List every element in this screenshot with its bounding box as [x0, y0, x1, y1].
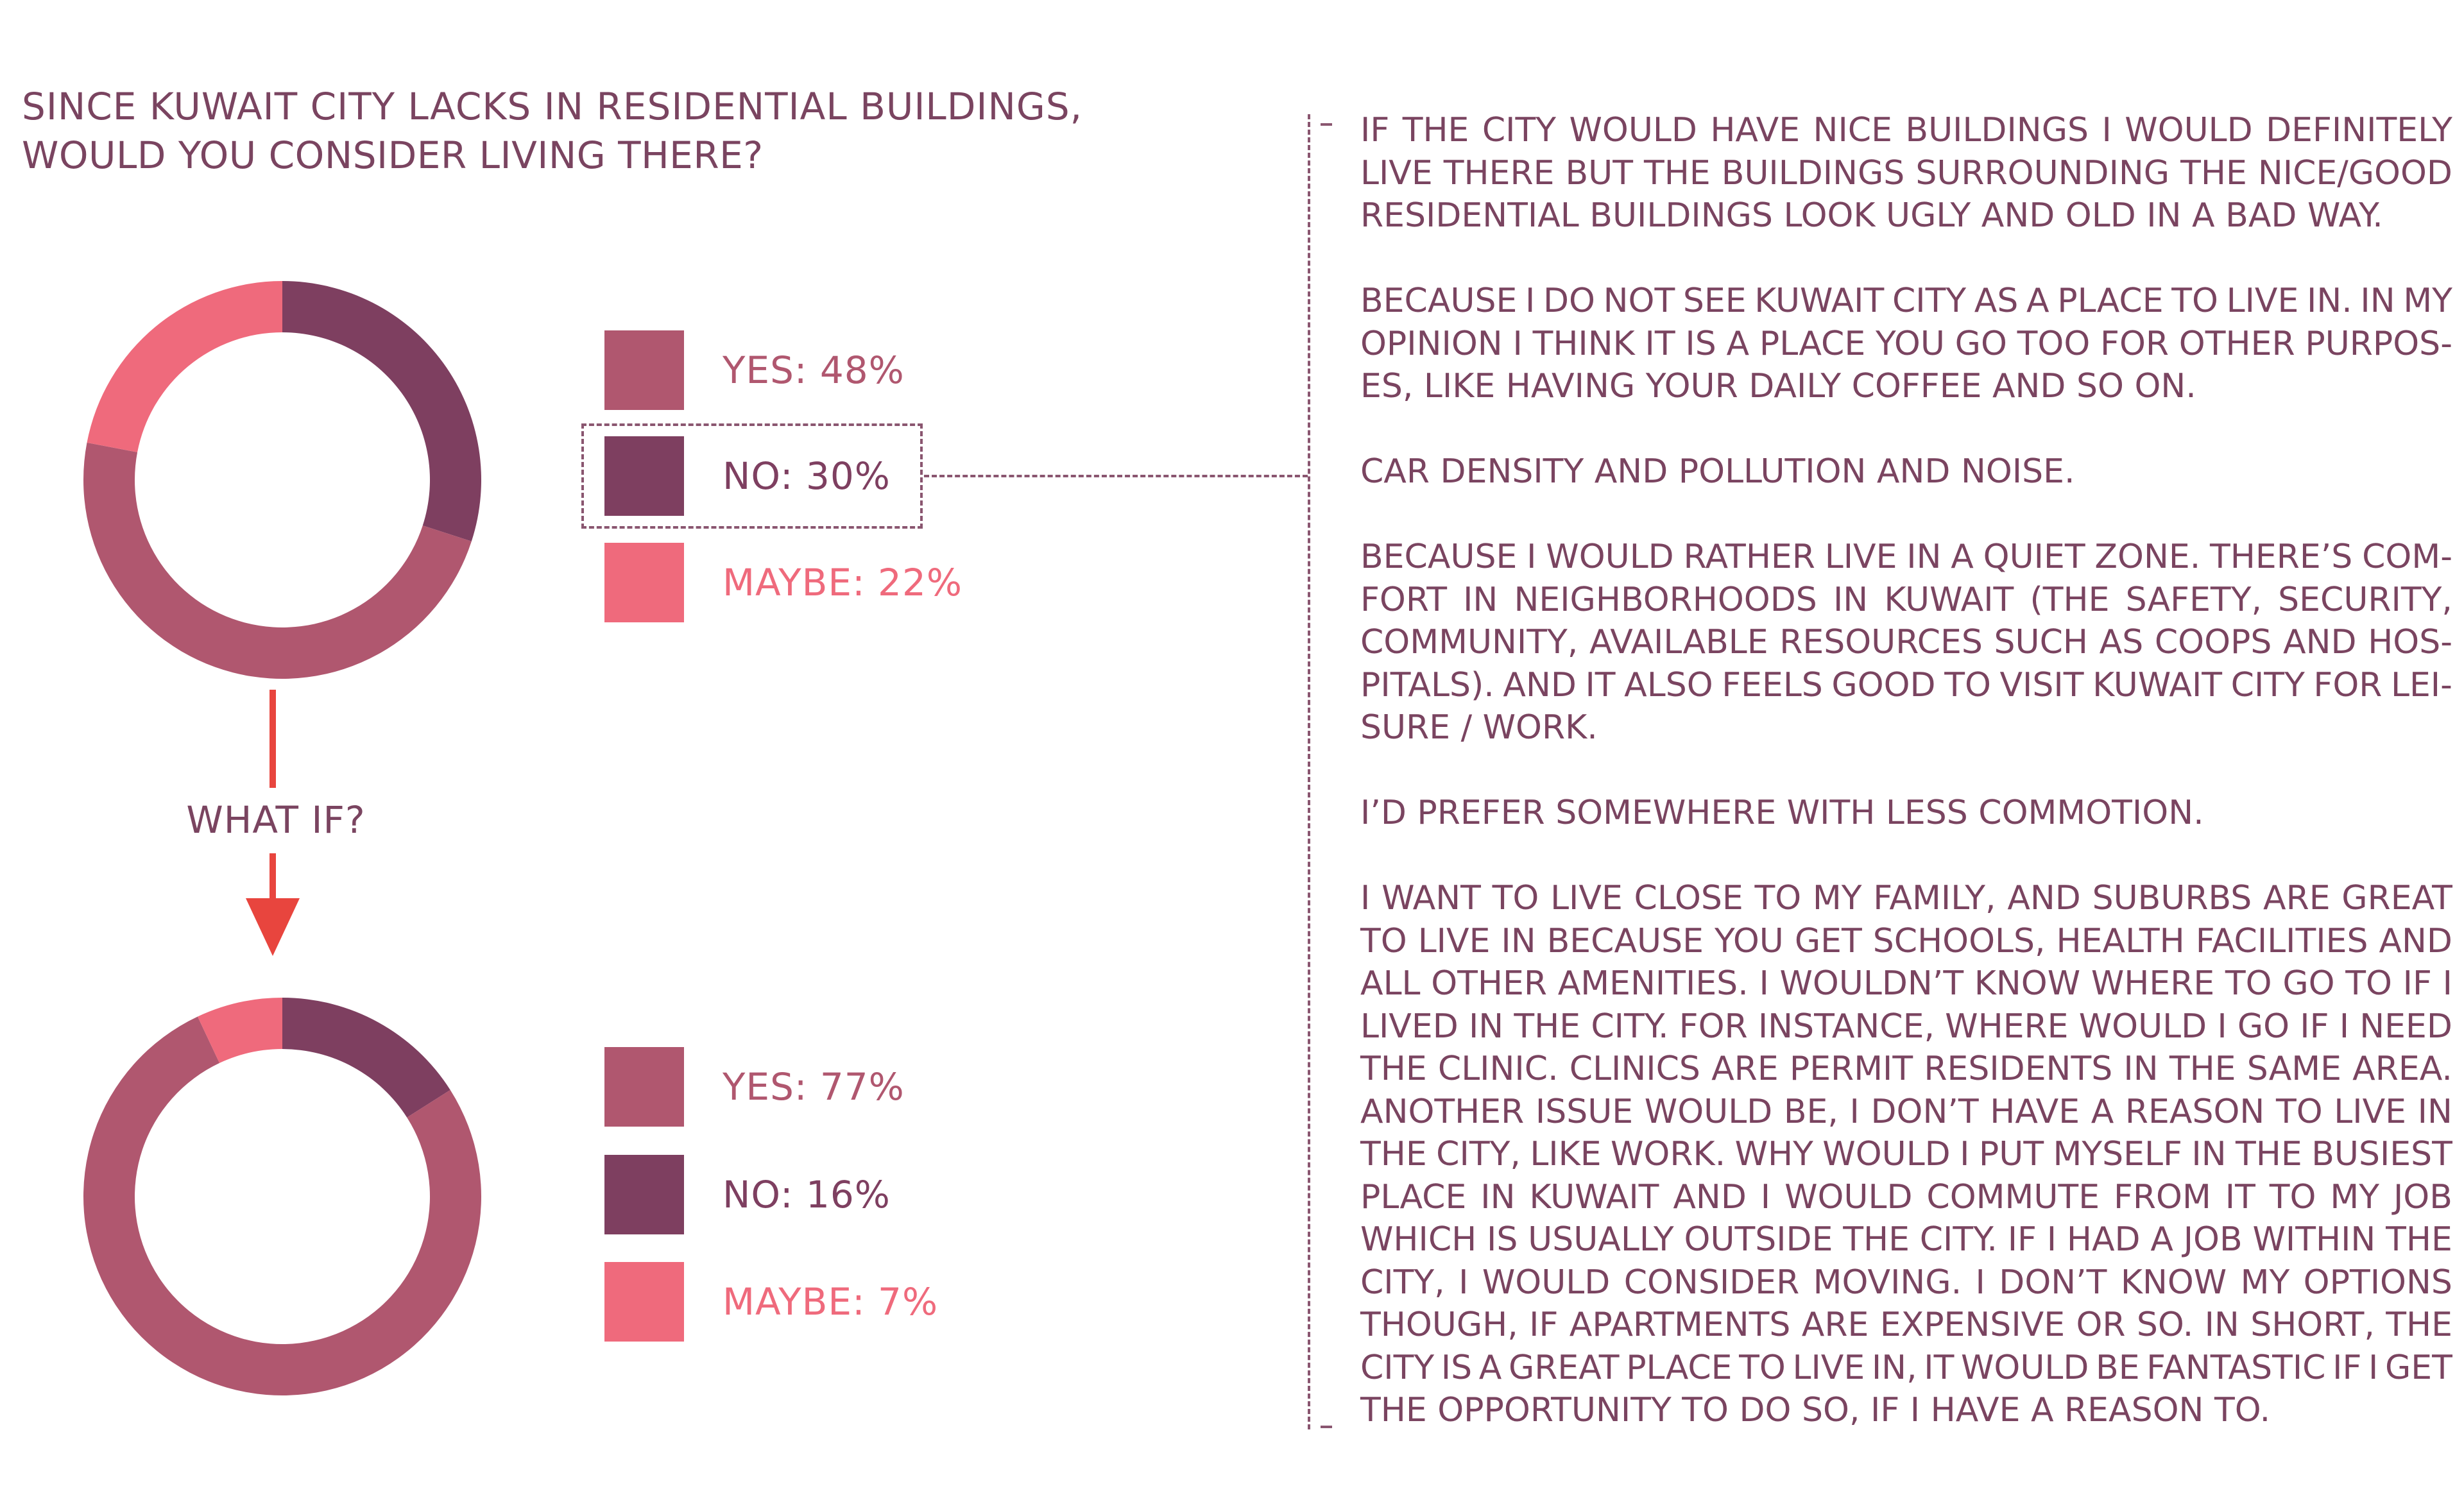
bracket-bottom-tick: [1321, 1426, 1332, 1428]
quote-line: CAR DENSITY AND POLLUTION AND NOISE.: [1360, 452, 2075, 491]
donut-slice-maybe-current: [87, 281, 282, 452]
quote-line: PLACE IN KUWAIT AND I WOULD COMMUTE FROM IT TO MY JOB: [1360, 1177, 2452, 1216]
quote-line: THOUGH, IF APARTMENTS ARE EXPENSIVE OR SO. IN SHORT, THE: [1360, 1306, 2452, 1344]
what-if-label: WHAT IF?: [186, 798, 366, 842]
legend-swatch-yes-current: [604, 330, 684, 410]
quote-line: BECAUSE I DO NOT SEE KUWAIT CITY AS A PLACE TO LIVE IN. IN MY: [1360, 282, 2452, 320]
quote-line: OPINION I THINK IT IS A PLACE YOU GO TOO FOR OTHER PURPOS-: [1360, 324, 2452, 363]
legend-swatch-maybe-current: [604, 543, 684, 622]
donut-chart-current: [77, 275, 488, 685]
quote-line: LIVE THERE BUT THE BUILDINGS SURROUNDING THE NICE/GOOD: [1360, 153, 2452, 192]
title-line-1: SINCE KUWAIT CITY LACKS IN RESIDENTIAL BUILDINGS,: [22, 85, 1083, 128]
donut-slice-no-current: [282, 281, 481, 541]
quote-line: FORT IN NEIGHBORHOODS IN KUWAIT (THE SAFETY, SECURITY,: [1360, 580, 2452, 619]
quote-paragraph: [1360, 280, 2452, 408]
quote-line: CITY IS A GREAT PLACE TO LIVE IN, IT WOULD BE FANTASTIC IF I GET: [1360, 1348, 2452, 1387]
legend-swatch-no-what-if: [604, 1155, 684, 1234]
legend-swatch-yes-what-if: [604, 1047, 684, 1127]
donut-slice-yes-current: [83, 443, 472, 679]
title-line-2: WOULD YOU CONSIDER LIVING THERE?: [22, 133, 764, 177]
quote-paragraph: [1360, 450, 2452, 493]
arrow-shaft-top: [270, 690, 276, 788]
quotes-bracket-line: [1308, 114, 1310, 1429]
quote-paragraph: [1360, 109, 2452, 237]
donut-chart-what-if: [77, 991, 488, 1402]
quote-paragraph: [1360, 536, 2452, 749]
quote-line: WHICH IS USUALLY OUTSIDE THE CITY. IF I HAD A JOB WITHIN THE: [1360, 1220, 2452, 1259]
legend-label-maybe-current: MAYBE: 22%: [723, 561, 963, 604]
bracket-top-tick: [1321, 123, 1332, 126]
quote-line: ALL OTHER AMENITIES. I WOULDN’T KNOW WHERE TO GO TO IF I: [1360, 964, 2452, 1003]
quote-line: I’D PREFER SOMEWHERE WITH LESS COMMOTION.: [1360, 794, 2204, 832]
legend-label-yes-what-if: YES: 77%: [723, 1065, 905, 1109]
respondent-quotes: [1360, 109, 2452, 1474]
arrow-down-icon: [246, 898, 300, 956]
quote-line: TO LIVE IN BECAUSE YOU GET SCHOOLS, HEALTH FACILITIES AND: [1360, 921, 2452, 960]
quote-line: RESIDENTIAL BUILDINGS LOOK UGLY AND OLD IN A BAD WAY.: [1360, 196, 2383, 235]
legend-label-maybe-what-if: MAYBE: 7%: [723, 1280, 939, 1324]
legend-label-yes-current: YES: 48%: [723, 348, 905, 392]
quote-line: LIVED IN THE CITY. FOR INSTANCE, WHERE WOULD I GO IF I NEED: [1360, 1007, 2452, 1046]
quote-line: ES, LIKE HAVING YOUR DAILY COFFEE AND SO ON.: [1360, 367, 2196, 405]
quote-line: IF THE CITY WOULD HAVE NICE BUILDINGS I WOULD DEFINITELY: [1360, 111, 2452, 149]
quote-line: ANOTHER ISSUE WOULD BE, I DON’T HAVE A REASON TO LIVE IN: [1360, 1092, 2452, 1131]
quote-line: BECAUSE I WOULD RATHER LIVE IN A QUIET ZONE. THERE’S COM-: [1360, 538, 2452, 576]
quote-line: THE CITY, LIKE WORK. WHY WOULD I PUT MYSELF IN THE BUSIEST: [1360, 1135, 2452, 1173]
quote-line: SURE / WORK.: [1360, 708, 1598, 747]
legend-swatch-maybe-what-if: [604, 1262, 684, 1342]
quote-line: PITALS). AND IT ALSO FEELS GOOD TO VISIT KUWAIT CITY FOR LEI-: [1360, 665, 2452, 704]
arrow-head-shape: [246, 898, 300, 956]
legend-label-no-what-if: NO: 16%: [723, 1173, 891, 1216]
quote-line: COMMUNITY, AVAILABLE RESOURCES SUCH AS COOPS AND HOS-: [1360, 623, 2452, 661]
connector-dashed-line: [924, 475, 1308, 477]
arrow-shaft-bottom: [270, 853, 276, 905]
no-highlight-box: [581, 423, 923, 529]
legend-label-no-current: NO: 30%: [723, 454, 891, 498]
quote-line: I WANT TO LIVE CLOSE TO MY FAMILY, AND SUBURBS ARE GREAT: [1360, 879, 2452, 917]
quote-paragraph: [1360, 792, 2452, 835]
donut-slice-no-what-if: [282, 998, 450, 1118]
quote-paragraph: [1360, 877, 2452, 1432]
chart-title: [22, 82, 1113, 180]
quote-line: THE OPPORTUNITY TO DO SO, IF I HAVE A REASON TO.: [1360, 1391, 2271, 1429]
quote-line: THE CLINIC. CLINICS ARE PERMIT RESIDENTS IN THE SAME AREA.: [1360, 1050, 2452, 1088]
quote-line: CITY, I WOULD CONSIDER MOVING. I DON’T KNOW MY OPTIONS: [1360, 1263, 2452, 1302]
